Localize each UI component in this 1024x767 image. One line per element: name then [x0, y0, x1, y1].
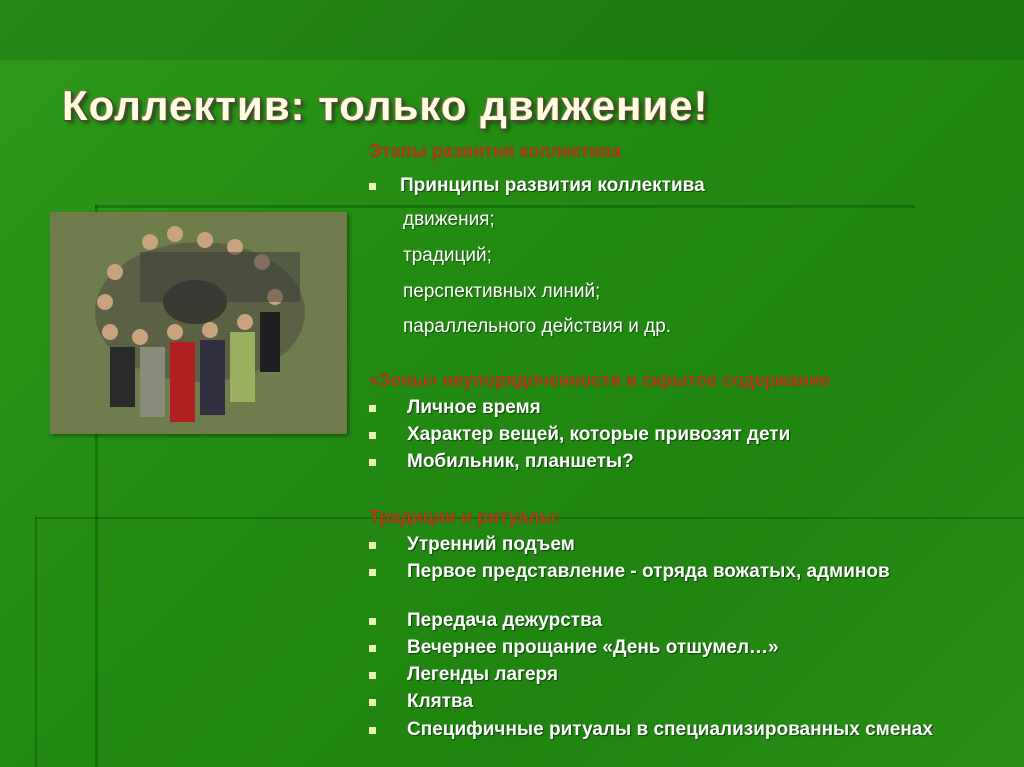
- list-item: [369, 424, 790, 445]
- square-bullet-icon: [369, 459, 376, 466]
- page-title: Коллектив: только движение!: [62, 82, 709, 129]
- list-item-label: Вечернее прощание «День отшумел…»: [407, 637, 779, 658]
- square-bullet-icon: [369, 405, 376, 412]
- list-item: [369, 451, 634, 472]
- list-item-label: Клятва: [407, 691, 474, 712]
- sub-item: движения;: [403, 209, 495, 230]
- section-heading: «Зоны» неупорядоченности и скрытое содержание: [369, 370, 831, 390]
- section-heading: Этапы развития коллектива: [369, 141, 622, 161]
- square-bullet-icon: [369, 569, 376, 576]
- group-photo: [50, 212, 347, 434]
- list-item-label: Передача дежурства: [407, 610, 603, 631]
- list-item: [369, 610, 602, 631]
- square-bullet-icon: [369, 672, 376, 679]
- list-item-label: Принципы развития коллектива: [400, 175, 705, 196]
- list-item-label: Первое представление - отряда вожатых, админов: [407, 561, 890, 582]
- list-item-label: Утренний подъем: [407, 534, 575, 555]
- list-item: [369, 664, 558, 685]
- list-item: [369, 561, 929, 582]
- section-heading: Традиции и ритуалы:: [369, 507, 561, 527]
- list-item: [369, 534, 575, 555]
- list-item: [369, 175, 705, 196]
- square-bullet-icon: [369, 645, 376, 652]
- background-line: [95, 205, 915, 208]
- square-bullet-icon: [369, 183, 376, 190]
- square-bullet-icon: [369, 699, 376, 706]
- square-bullet-icon: [369, 727, 376, 734]
- sub-item: традиций;: [403, 245, 492, 266]
- list-item: [369, 637, 779, 658]
- list-item-label: Характер вещей, которые привозят дети: [407, 424, 791, 445]
- background-band: [0, 0, 1024, 60]
- list-item-label: Специфичные ритуалы в специализированных сменах: [407, 719, 933, 740]
- background-line: [35, 517, 37, 767]
- list-item: [369, 397, 541, 418]
- list-item-label: Мобильник, планшеты?: [407, 451, 634, 472]
- list-item-label: Легенды лагеря: [407, 664, 558, 685]
- square-bullet-icon: [369, 618, 376, 625]
- sub-item: перспективных линий;: [403, 281, 601, 302]
- square-bullet-icon: [369, 432, 376, 439]
- sub-item: параллельного действия и др.: [403, 316, 672, 337]
- list-item-label: Личное время: [407, 397, 541, 418]
- list-item: [369, 691, 473, 712]
- square-bullet-icon: [369, 542, 376, 549]
- list-item: [369, 719, 969, 740]
